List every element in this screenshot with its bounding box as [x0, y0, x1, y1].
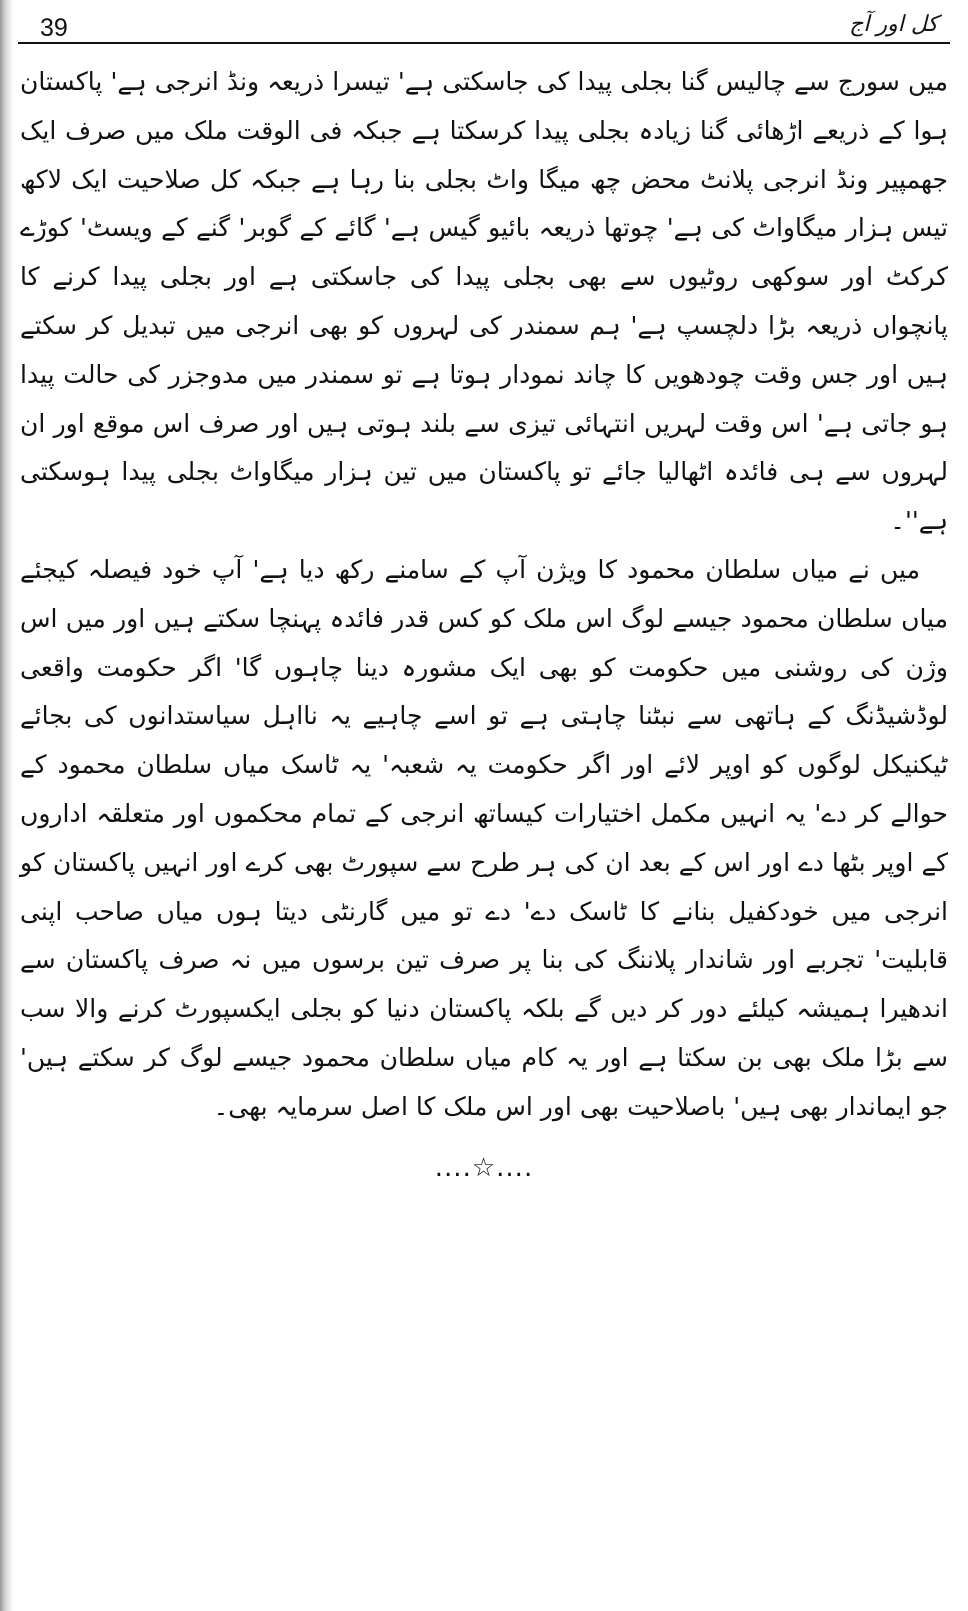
- page-fold-shadow: [0, 0, 14, 1611]
- body-text: [20, 58, 948, 1132]
- section-end-star-ornament: ....☆....: [434, 1153, 534, 1183]
- header-rule: [18, 42, 950, 44]
- page-number: 39: [40, 14, 68, 42]
- running-title: کل اور آج: [849, 12, 938, 37]
- paragraph-1: میں سورج سے چالیس گنا بجلی پیدا کی جاسکتی ہے' تیسرا ذریعہ ونڈ انرجی ہے' پاکستان ہوا کے ذریعے اڑھائی گنا زیادہ بجلی پیدا کرسکتا ہے جبکہ فی الوقت ملک میں صرف ایک جھمپیر ونڈ انرجی پلانٹ محض چھ میگا واٹ بجلی بنا رہا ہے جبکہ کل صلاحیت ایک لاکھ تیس ہزار میگاواٹ کی ہے' چوتھا ذریعہ بائیو گیس ہے' گائے کے گوبر' گنے کے ویسٹ' کوڑے کرکٹ اور سوکھی روٹیوں سے بھی بجلی پیدا کی جاسکتی ہے اور بجلی پیدا کرنے کا پانچواں ذریعہ بڑا دلچسپ ہے' ہم سمندر کی لہروں کو بھی انرجی میں تبدیل کر سکتے ہیں اور جس وقت چودھویں کا چاند نمودار ہوتا ہے تو سمندر میں مدوجزر کی حالت پیدا ہو جاتی ہے' اس وقت لہریں انتہائی تیزی سے بلند ہوتی ہیں اور صرف اس موقع اور ان لہروں سے ہی فائدہ اٹھالیا جائے تو پاکستان میں تین ہزار میگاواٹ بجلی پیدا ہوسکتی ہے''۔: [20, 67, 948, 536]
- paragraph-2: میں نے میاں سلطان محمود کا ویژن آپ کے سامنے رکھ دیا ہے' آپ خود فیصلہ کیجئے میاں سلطان محمود جیسے لوگ اس ملک کو کس قدر فائدہ پہنچا سکتے ہیں اور میں اس وژن کی روشنی میں حکومت کو بھی ایک مشورہ دینا چاہوں گا' اگر حکومت واقعی لوڈشیڈنگ کے ہاتھی سے نبٹنا چاہتی ہے تو اسے چاہیے یہ نااہل سیاستدانوں کی بجائے ٹیکنیکل لوگوں کو اوپر لائے اور اگر حکومت یہ شعبہ' یہ ٹاسک میاں سلطان محمود کے حوالے کر دے' یہ انہیں مکمل اختیارات کیساتھ انرجی کے تمام محکموں اور متعلقہ اداروں کے اوپر بٹھا دے اور اس کے بعد ان کی ہر طرح سے سپورٹ بھی کرے اور انہیں پاکستان کو انرجی میں خودکفیل بنانے کا ٹاسک دے' دے تو میں گارنٹی دیتا ہوں میاں صاحب اپنی قابلیت' تجربے اور شاندار پلاننگ کی بنا پر صرف تین برسوں میں نہ صرف پاکستان سے اندھیرا ہمیشہ کیلئے دور کر دیں گے بلکہ پاکستان دنیا کو بجلی ایکسپورٹ کرنے والا سب سے بڑا ملک بھی بن سکتا ہے اور یہ کام میاں سلطان محمود جیسے لوگ کر سکتے ہیں' جو ایماندار بھی ہیں' باصلاحیت بھی اور اس ملک کا اصل سرمایہ بھی۔: [20, 554, 948, 1121]
